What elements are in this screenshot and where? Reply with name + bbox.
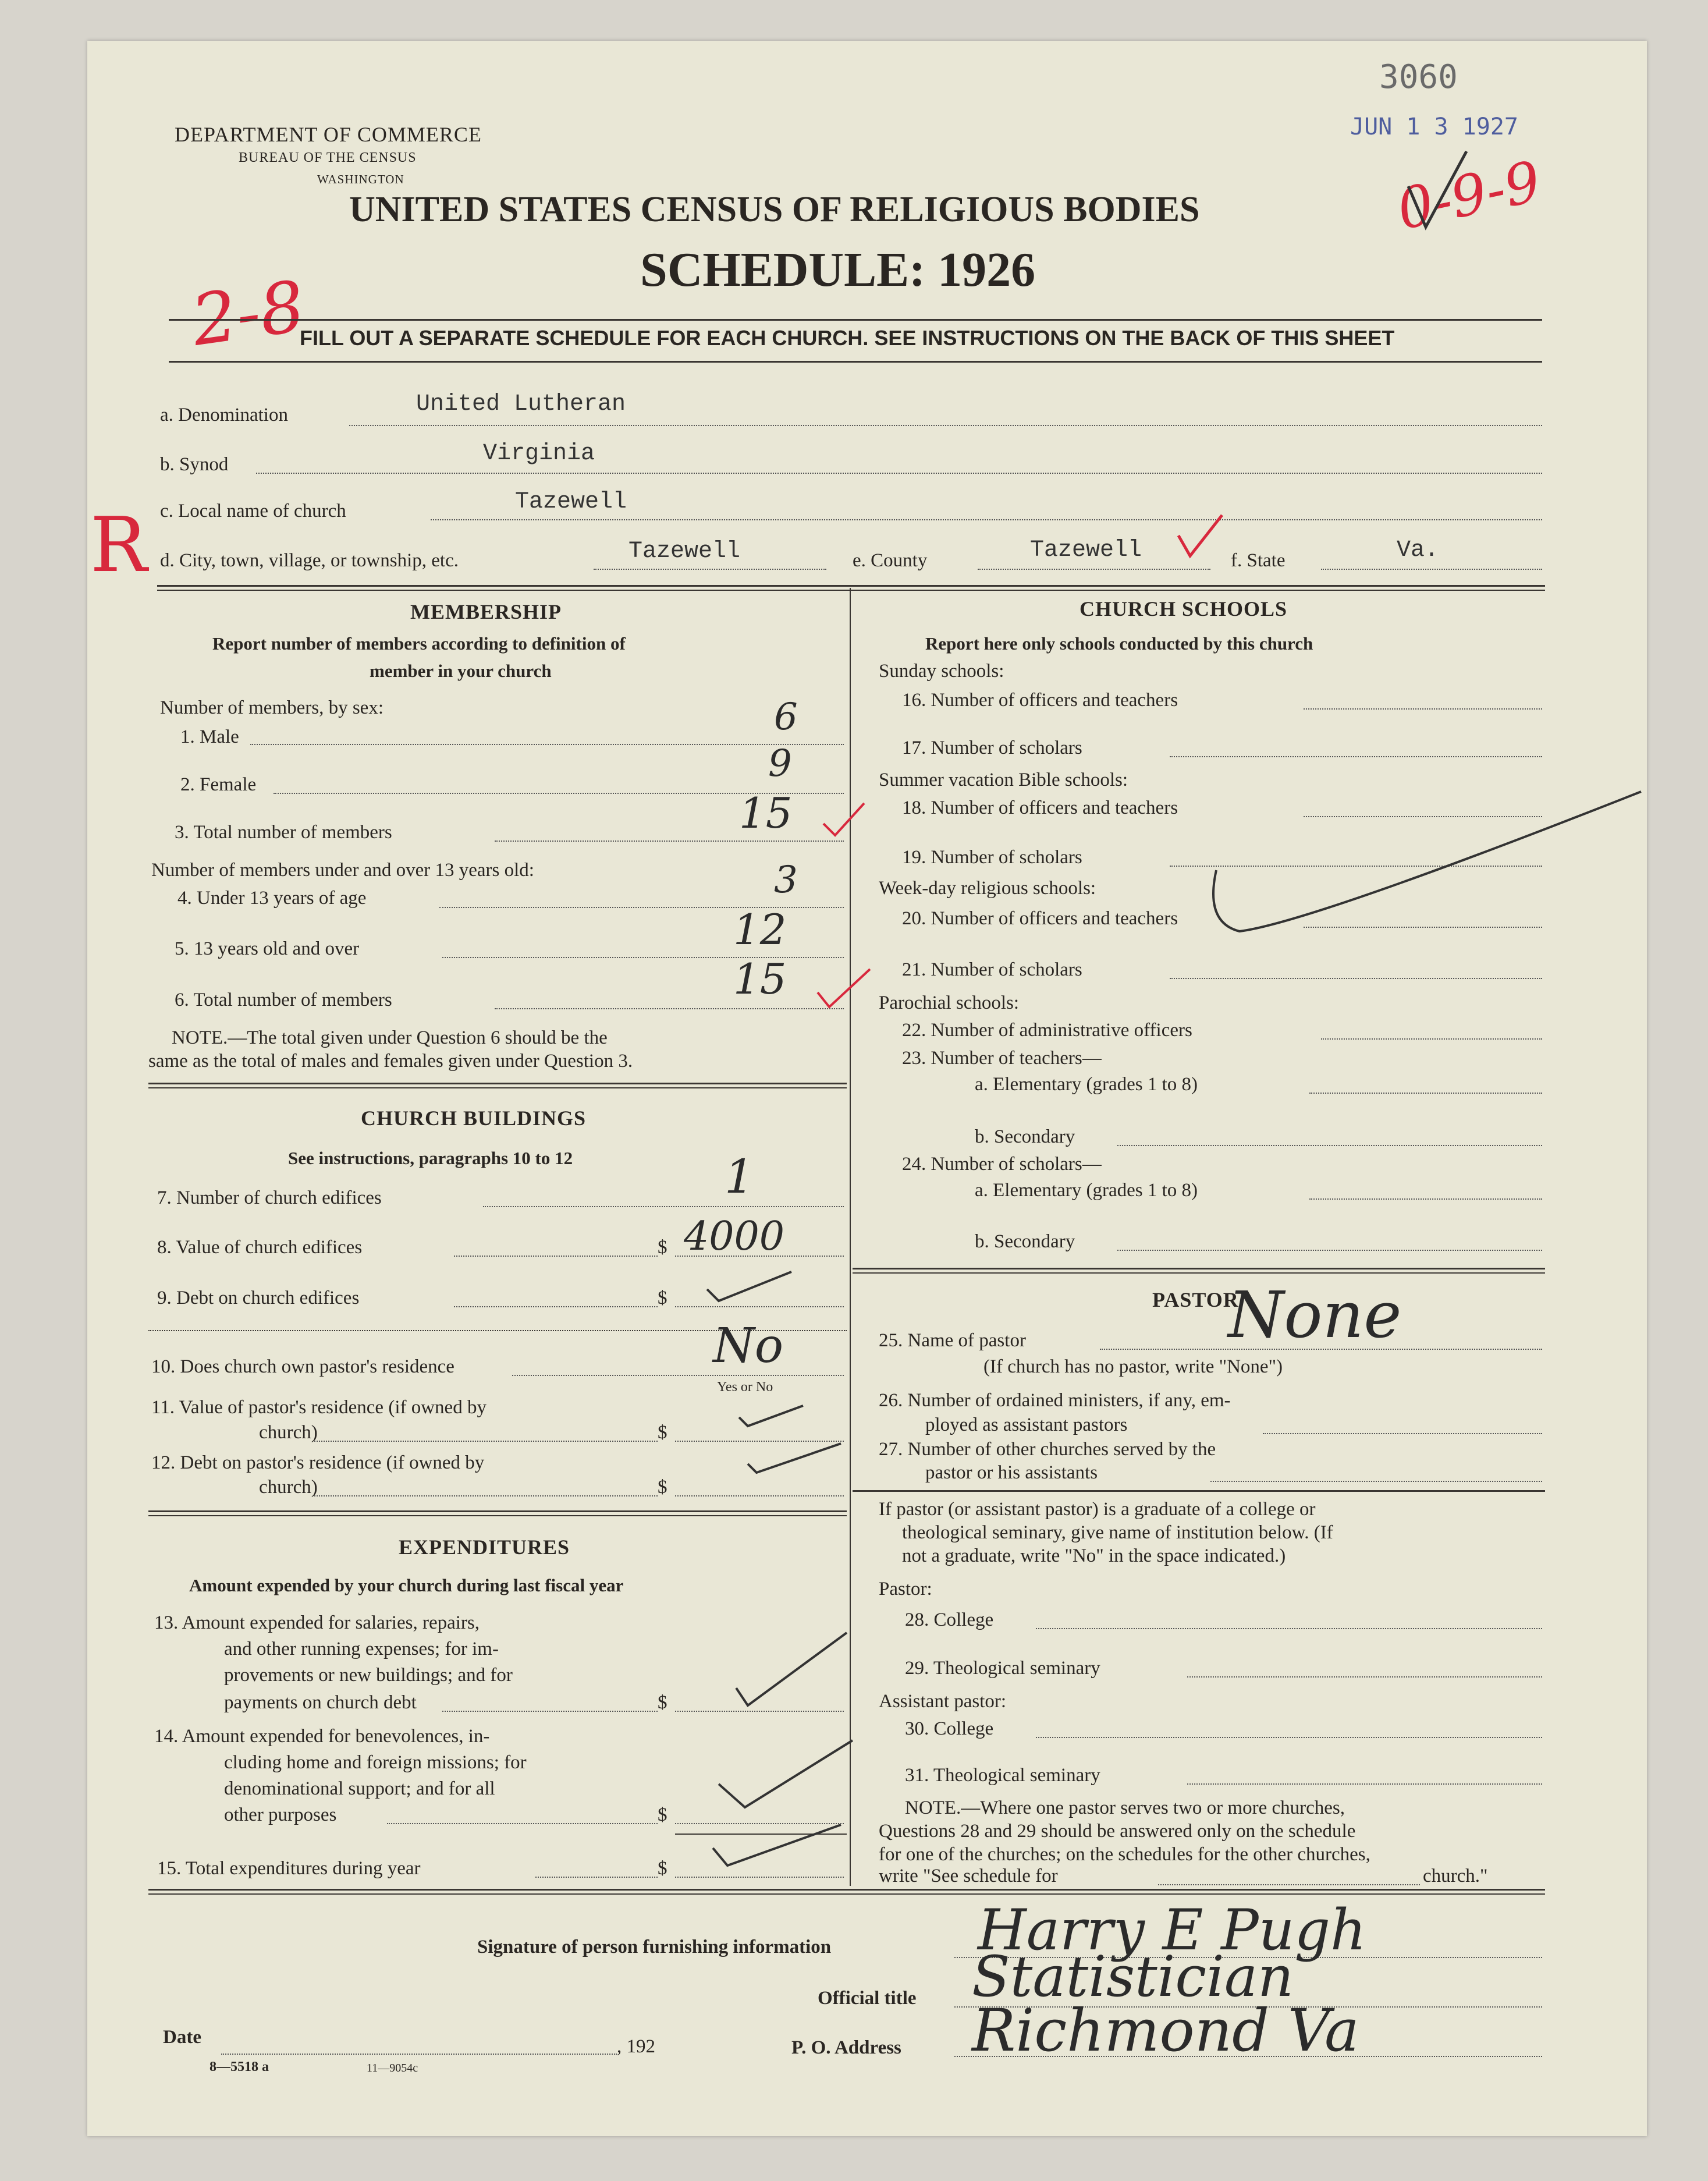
- q8-dollar: $: [658, 1237, 667, 1258]
- q11-dollar: $: [658, 1422, 667, 1443]
- q13-label-3: provements or new buildings; and for: [224, 1665, 513, 1686]
- q31-label: 31. Theological seminary: [905, 1765, 1100, 1786]
- pastor-note-4: write "See schedule for: [879, 1866, 1058, 1886]
- q28-label: 28. College: [905, 1609, 994, 1630]
- yes-or-no-hint: Yes or No: [717, 1379, 773, 1395]
- pastor-heading: PASTOR: [1152, 1288, 1239, 1311]
- city-value[interactable]: Tazewell: [628, 538, 741, 565]
- q22-label: 22. Number of administrative officers: [902, 1020, 1192, 1041]
- synod-value[interactable]: Virginia: [483, 441, 595, 467]
- pastor-note-3: for one of the churches; on the schedules for the other churches,: [879, 1844, 1370, 1865]
- q4-label: 4. Under 13 years of age: [177, 888, 367, 909]
- q7-answer[interactable]: 1: [725, 1150, 754, 1204]
- q2-label: 2. Female: [180, 774, 257, 795]
- buildings-sub: See instructions, paragraphs 10 to 12: [288, 1148, 573, 1168]
- expenditures-sub: Amount expended by your church during last fiscal year: [189, 1575, 624, 1595]
- serial-number: 3060: [1379, 58, 1458, 96]
- county-label: e. County: [853, 550, 928, 571]
- q15-label: 15. Total expenditures during year: [157, 1858, 421, 1879]
- q10-answer[interactable]: No: [713, 1318, 784, 1374]
- check-mark-icon: [736, 1400, 806, 1429]
- date-year: , 192: [617, 2036, 655, 2057]
- po-address-label: P. O. Address: [791, 2037, 901, 2058]
- red-check-icon: [815, 966, 873, 1013]
- q14-label-2: cluding home and foreign missions; for: [224, 1752, 527, 1773]
- check-mark-icon: [745, 1441, 844, 1476]
- state-label: f. State: [1231, 550, 1286, 571]
- q26-label: 26. Number of ordained ministers, if any, em-: [879, 1390, 1231, 1411]
- signature-label: Signature of person furnishing information: [477, 1937, 832, 1957]
- q13-label-4: payments on church debt: [224, 1692, 417, 1713]
- q25-label: 25. Name of pastor: [879, 1330, 1026, 1351]
- q19-label: 19. Number of scholars: [902, 847, 1082, 868]
- check-mark-icon: [1193, 783, 1647, 952]
- denomination-label: a. Denomination: [160, 405, 288, 425]
- q14-label-4: other purposes: [224, 1804, 337, 1825]
- official-title-value[interactable]: Statistician: [972, 1944, 1294, 2009]
- schools-sub: Report here only schools conducted by this church: [925, 633, 1313, 654]
- q8-answer[interactable]: 4000: [684, 1214, 785, 1260]
- q21-label: 21. Number of scholars: [902, 959, 1082, 980]
- q13-label: 13. Amount expended for salaries, repairs,: [154, 1612, 480, 1633]
- sunday-schools-label: Sunday schools:: [879, 661, 1004, 682]
- red-check-icon: [1176, 512, 1228, 559]
- q10-label: 10. Does church own pastor's residence: [151, 1356, 454, 1377]
- instruction-line: FILL OUT A SEPARATE SCHEDULE FOR EACH CHURCH. SEE INSTRUCTIONS ON THE BACK OF THIS SHEET: [300, 326, 1395, 350]
- q12-dollar: $: [658, 1477, 667, 1498]
- schedule-title: SCHEDULE: 1926: [640, 243, 1036, 297]
- q9-label: 9. Debt on church edifices: [157, 1288, 360, 1308]
- signature-value[interactable]: Harry E Pugh: [978, 1898, 1366, 1963]
- q25-answer[interactable]: None: [1228, 1278, 1402, 1352]
- assistant-grad-label: Assistant pastor:: [879, 1691, 1007, 1712]
- q24a-label: a. Elementary (grades 1 to 8): [975, 1180, 1198, 1201]
- q15-dollar: $: [658, 1858, 667, 1879]
- schools-heading: CHURCH SCHOOLS: [1080, 597, 1288, 620]
- official-title-label: Official title: [818, 1988, 917, 2009]
- q30-label: 30. College: [905, 1718, 994, 1739]
- q11-label: 11. Value of pastor's residence (if owned by: [151, 1397, 487, 1418]
- red-annotation-r: R: [90, 501, 147, 589]
- check-mark-icon: [716, 1737, 855, 1813]
- red-check-icon: [821, 800, 867, 841]
- county-value[interactable]: Tazewell: [1030, 537, 1142, 563]
- q13-dollar: $: [658, 1692, 667, 1713]
- summer-schools-label: Summer vacation Bible schools:: [879, 769, 1128, 790]
- q14-label-3: denominational support; and for all: [224, 1778, 495, 1799]
- q4-answer[interactable]: 3: [774, 859, 798, 902]
- q3-answer[interactable]: 15: [739, 789, 793, 838]
- q24b-label: b. Secondary: [975, 1231, 1075, 1252]
- q9-dollar: $: [658, 1288, 667, 1308]
- q14-label: 14. Amount expended for benevolences, in-: [154, 1726, 490, 1747]
- q23-label: 23. Number of teachers—: [902, 1048, 1102, 1069]
- synod-label: b. Synod: [160, 454, 229, 475]
- church-name-label: c. Local name of church: [160, 501, 346, 522]
- q25-note: (If church has no pastor, write "None"): [983, 1356, 1283, 1377]
- q7-label: 7. Number of church edifices: [157, 1187, 382, 1208]
- expenditures-heading: EXPENDITURES: [399, 1535, 570, 1559]
- form-title: UNITED STATES CENSUS OF RELIGIOUS BODIES: [349, 190, 1200, 229]
- check-mark-icon: [1402, 146, 1472, 239]
- membership-sub2: member in your church: [370, 661, 552, 681]
- membership-heading: MEMBERSHIP: [410, 600, 562, 623]
- pastor-grad-label: Pastor:: [879, 1579, 932, 1600]
- q1-label: 1. Male: [180, 726, 239, 747]
- date-label: Date: [163, 2027, 201, 2048]
- q12-label: 12. Debt on pastor's residence (if owned by: [151, 1452, 485, 1473]
- membership-note-2: same as the total of males and females given under Question 3.: [148, 1051, 633, 1072]
- membership-sub1: Report number of members according to definition of: [212, 633, 626, 654]
- denomination-value[interactable]: United Lutheran: [416, 391, 626, 417]
- q23a-label: a. Elementary (grades 1 to 8): [975, 1074, 1198, 1095]
- parochial-schools-label: Parochial schools:: [879, 992, 1020, 1013]
- print-number: 11—9054c: [367, 2062, 418, 2074]
- q23b-label: b. Secondary: [975, 1126, 1075, 1147]
- q16-label: 16. Number of officers and teachers: [902, 690, 1178, 711]
- received-date-stamp: JUN 1 3 1927: [1350, 114, 1518, 140]
- pastor-note-5: church.": [1423, 1866, 1488, 1886]
- dept-name: DEPARTMENT OF COMMERCE: [175, 123, 482, 146]
- q27-label: 27. Number of other churches served by the: [879, 1439, 1216, 1460]
- q13-label-2: and other running expenses; for im-: [224, 1639, 499, 1659]
- red-annotation-top: 0-9-9: [1391, 148, 1547, 243]
- q26-label-cont: ployed as assistant pastors: [925, 1414, 1128, 1435]
- graduate-note-2: theological seminary, give name of institution below. (If: [902, 1522, 1333, 1543]
- check-mark-icon: [704, 1266, 797, 1307]
- graduate-note-1: If pastor (or assistant pastor) is a graduate of a college or: [879, 1499, 1316, 1520]
- q2-answer[interactable]: 9: [768, 742, 792, 785]
- q3-label: 3. Total number of members: [175, 822, 392, 843]
- weekday-schools-label: Week-day religious schools:: [879, 878, 1096, 899]
- q5-label: 5. 13 years old and over: [175, 938, 360, 959]
- church-name-value[interactable]: Tazewell: [515, 489, 627, 515]
- q24-label: 24. Number of scholars—: [902, 1154, 1102, 1175]
- check-mark-icon: [710, 1819, 844, 1871]
- q11-label-cont: church): [259, 1422, 318, 1443]
- red-annotation-left: 2-8: [187, 266, 310, 362]
- form-number: 8—5518 a: [209, 2059, 269, 2074]
- q8-label: 8. Value of church edifices: [157, 1237, 363, 1258]
- state-value[interactable]: Va.: [1397, 537, 1439, 563]
- graduate-note-3: not a graduate, write "No" in the space indicated.): [902, 1545, 1286, 1566]
- q20-label: 20. Number of officers and teachers: [902, 908, 1178, 929]
- membership-note-1: NOTE.—The total given under Question 6 should be the: [172, 1027, 608, 1048]
- q27-label-cont: pastor or his assistants: [925, 1462, 1098, 1483]
- city-name: WASHINGTON: [317, 172, 404, 186]
- buildings-heading: CHURCH BUILDINGS: [361, 1107, 587, 1130]
- pastor-note-2: Questions 28 and 29 should be answered only on the schedule: [879, 1821, 1356, 1842]
- city-label: d. City, town, village, or township, etc.: [160, 550, 459, 571]
- q5-answer[interactable]: 12: [733, 905, 787, 954]
- q18-label: 18. Number of officers and teachers: [902, 797, 1178, 818]
- q6-label: 6. Total number of members: [175, 990, 392, 1010]
- members-by-sex-label: Number of members, by sex:: [160, 697, 383, 718]
- q14-dollar: $: [658, 1804, 667, 1825]
- members-by-age-label: Number of members under and over 13 years old:: [151, 860, 534, 881]
- q1-answer[interactable]: 6: [774, 696, 798, 739]
- check-mark-icon: [733, 1630, 850, 1711]
- bureau-name: BUREAU OF THE CENSUS: [239, 150, 417, 165]
- q6-answer[interactable]: 15: [733, 955, 787, 1003]
- po-address-value[interactable]: Richmond Va: [972, 1996, 1359, 2065]
- q29-label: 29. Theological seminary: [905, 1658, 1100, 1679]
- pastor-note-1: NOTE.—Where one pastor serves two or more churches,: [905, 1797, 1345, 1818]
- q17-label: 17. Number of scholars: [902, 737, 1082, 758]
- q12-label-cont: church): [259, 1477, 318, 1498]
